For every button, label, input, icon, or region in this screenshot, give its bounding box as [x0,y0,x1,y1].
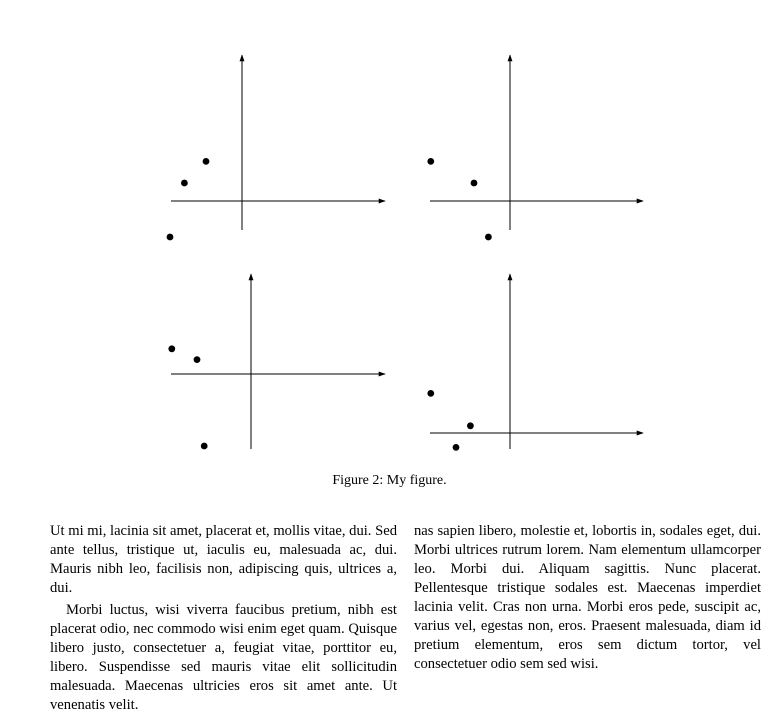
scatter-panel-top-right [427,55,643,240]
data-point [168,345,175,352]
body-column-left [50,522,397,715]
data-point [471,180,478,187]
data-point [485,234,492,241]
scatter-panel-top-left [167,55,385,240]
data-point [167,234,174,241]
body-column-right [414,522,761,674]
figure-caption: Figure 2: My figure. [332,473,447,488]
data-point [201,443,208,450]
data-point [453,444,460,451]
data-point [194,356,201,363]
paragraph: nas sapien libero, molestie et, lobortis in, sodales eget, dui. Morbi ultrices rutrum lorem. Nam elementum ullamcorper leo. Morbi dui. Aliquam sagittis. Nunc placerat. Pellentesque tristique sodales est. Maecenas imperdiet lacinia velit. Cras non urna. Morbi eros pede, suscipit ac, varius vel, egestas non, eros. Praesent malesuada, diam id pretium elementum, eros sem dictum tortor, vel consectetuer odio sem sed wisi. [414,523,761,672]
data-point [467,422,474,429]
data-point [427,390,434,397]
scatter-panel-bottom-right [427,274,643,451]
scatter-panel-bottom-left [168,274,385,449]
data-point [427,158,434,165]
data-point [203,158,210,165]
paragraph: Ut mi mi, lacinia sit amet, placerat et, mollis vitae, dui. Sed ante tellus, tristique ut, iaculis eu, malesuada ac, dui. Mauris nibh leo, facilisis non, adipiscing quis, ultrices a, dui. [50,523,397,596]
paragraph: Morbi luctus, wisi viverra faucibus pretium, nibh est placerat odio, nec commodo wisi enim eget quam. Quisque libero justo, consectetuer a, feugiat vitae, porttitor eu, libero. Suspendisse sed mauris vitae elit sollicitudin malesuada. Maecenas ultricies eros sit amet ante. Ut venenatis velit. [50,602,397,713]
data-point [181,180,188,187]
